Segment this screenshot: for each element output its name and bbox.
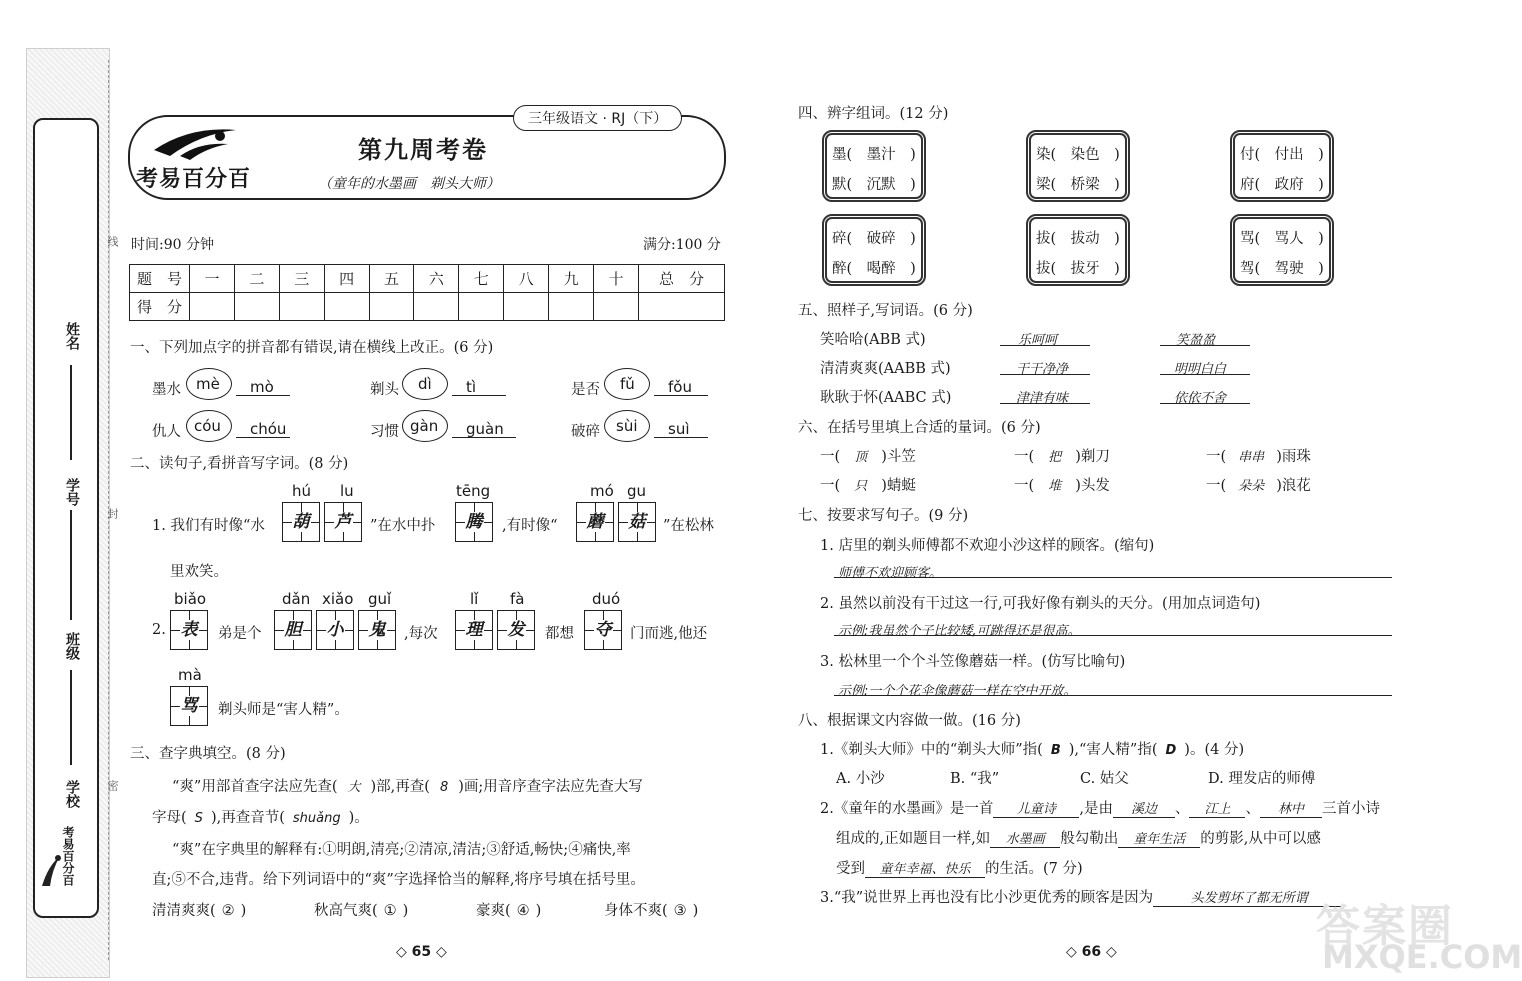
choice-option: B. “我” [950,771,1000,787]
char-box[interactable]: 理 [455,610,493,650]
sentence-question: 1. 店里的剃头师傅都不欢迎小沙这样的顾客。(缩句) [820,538,1155,554]
sentence-text: 剃头师是“害人精”。 [218,702,349,718]
score-cell: 十 [594,265,639,293]
score-table-score-row [130,293,725,321]
school-label: 学校 [64,780,80,808]
pinyin-word: 墨水 [152,382,181,398]
dict-line-1: “爽”用部首查字法应先查( 大 )部,再查( 8 )画;用音序查字法应先查大写 [172,779,643,795]
dict-line-2: 字母( S ),再查音节( shuǎng )。 [152,810,369,826]
sentence-text: ,有时像“ [502,518,558,534]
word-group-item: 驾( 驾驶 ) [1240,261,1324,277]
score-entry[interactable] [190,293,235,321]
sentence-text: 都想 [545,626,574,642]
page-subtitle: （童年的水墨画 剃头大师） [318,176,500,192]
sentence-text: 1. 我们有时像“水 [152,518,265,534]
word-answer: 津津有味 [1016,391,1069,406]
word-answer: 依依不舍 [1174,391,1227,406]
pinyin-answer: suì [668,420,690,438]
char-box[interactable]: 发 [497,610,535,650]
pinyin-hint: hú [292,482,312,500]
char-box[interactable]: 表 [170,610,208,650]
word-pattern-example: 耿耿于怀(AABC 式) [820,390,952,406]
pinyin-hint: xiǎo [322,590,354,608]
word-group-item: 染( 染色 ) [1036,147,1120,163]
char-box[interactable]: 菇 [618,502,656,542]
pinyin-answer: chóu [250,420,287,438]
dict-word-3: 豪爽( ④ ) [476,903,542,919]
pinyin-hint: lu [340,482,354,500]
section-8-heading: 八、根据课文内容做一做。(16 分) [798,713,1021,729]
pinyin-word: 是否 [571,382,600,398]
word-group-item: 墨( 墨汁 ) [832,147,916,163]
cut-mark-line: 线 [106,236,119,247]
pinyin-hint: biǎo [174,590,207,608]
section-1-heading: 一、下列加点字的拼音都有错误,请在横线上改正。(6 分) [130,340,494,356]
page-number-left: ◇ 65 ◇ [396,944,447,960]
choice-option: D. 理发店的师傅 [1208,771,1316,787]
sentence-question: 2. 虽然以前没有干过这一行,可我好像有剃头的天分。(用加点词造句) [820,596,1261,612]
word-group-item: 付( 付出 ) [1240,147,1324,163]
name-label: 姓名 [64,322,80,350]
page-title: 第九周考卷 [358,136,488,164]
section-2-heading: 二、读句子,看拼音写字词。(8 分) [130,456,349,472]
pinyin-hint: duó [592,590,621,608]
content-q1: 1.《剃头大师》中的“剃头大师”指( B ),“害人精”指( D )。(4 分) [820,742,1245,758]
char-box[interactable]: 蘑 [576,502,614,542]
word-group-item: 默( 沉默 ) [832,177,916,193]
section-3-heading: 三、查字典填空。(8 分) [130,746,286,762]
content-q3: 3.“我”说世界上再也没有比小沙更优秀的顾客是因为 头发剪坏了都无所谓 [820,886,1345,907]
name-line [70,365,72,460]
id-line [70,510,72,620]
choice-option: A. 小沙 [836,771,885,787]
char-box[interactable]: 骂 [170,686,208,726]
word-group-item: 拔( 拔牙 ) [1036,261,1120,277]
score-cell: 二 [234,265,279,293]
word-group-item: 梁( 桥梁 ) [1036,177,1120,193]
pinyin-answer: tì [466,378,477,396]
score-entry[interactable] [369,293,414,321]
sentence-answer: 示例:一个个花伞像蘑菇一样在空中开放。 [838,684,1077,699]
brand-logo-text: 考易百分百 [136,167,252,192]
content-q2-line-3: 受到 童年幸福、快乐 的生活。(7 分) [836,857,1083,878]
sentence-answer: 师傅不欢迎顾客。 [838,566,943,581]
pinyin-hint: fà [510,590,525,608]
measure-word-item: 一( 只 )蜻蜓 [820,478,916,494]
char-box[interactable]: 葫 [282,502,320,542]
char-box[interactable]: 芦 [324,502,362,542]
content-q2-line-2: 组成的,正如题目一样,如 水墨画 般勾勒出 童年生活 的剪影,从中可以感 [836,827,1321,848]
pinyin-hint: guǐ [368,590,392,608]
pinyin-wrong: dì [418,375,432,393]
answer-line [452,378,506,396]
student-id-label: 学号 [64,478,80,506]
measure-word-item: 一( 顶 )斗笠 [820,449,916,465]
content-q2-line-1: 2.《童年的水墨画》是一首 儿童诗 ,是由 溪边 、 江上 、 林中 三首小诗 [820,797,1380,818]
word-answer: 笑盈盈 [1176,333,1216,348]
score-cell: 七 [459,265,504,293]
sentence-text: 门而逃,他还 [630,626,708,642]
binding-brand: 考易百分百 [61,826,75,886]
cut-mark-seal: 封 [106,508,119,519]
pinyin-wrong: gàn [410,417,439,435]
char-box[interactable]: 鬼 [358,610,396,650]
word-answer: 干干净净 [1016,362,1069,377]
sentence-text: ,每次 [404,626,438,642]
brand-swoosh-icon [150,120,240,164]
dict-word-4: 身体不爽( ③ ) [604,903,699,919]
char-box[interactable]: 胆 [274,610,312,650]
score-entry[interactable] [549,293,594,321]
pinyin-word: 剃头 [370,382,399,398]
dict-line-3: “爽”在字典里的解释有:①明朗,清亮;②清凉,清洁;③舒适,畅快;④痛快,率 [172,842,631,858]
measure-word-item: 一( 串串 )雨珠 [1206,449,1311,465]
measure-word-item: 一( 堆 )头发 [1014,478,1110,494]
sentence-text: 弟是个 [218,626,262,642]
pinyin-wrong: fǔ [620,375,635,393]
score-entry[interactable] [324,293,369,321]
score-cell: 八 [504,265,549,293]
score-cell: 四 [324,265,369,293]
pinyin-hint: gu [627,482,647,500]
word-pattern-example: 清清爽爽(AABB 式) [820,361,951,377]
score-entry[interactable] [459,293,504,321]
word-group-item: 骂( 骂人 ) [1240,231,1324,247]
word-group-item: 拔( 拔动 ) [1036,231,1120,247]
sentence-text: 2. [152,622,166,638]
score-entry[interactable] [414,293,459,321]
score-cell: 一 [190,265,235,293]
pinyin-hint: tēng [456,482,491,500]
pinyin-hint: lǐ [470,590,479,608]
section-6-heading: 六、在括号里填上合适的量词。(6 分) [798,420,1041,436]
choice-option: C. 姑父 [1080,771,1129,787]
score-cell: 六 [414,265,459,293]
dict-word-2: 秋高气爽( ① ) [314,903,409,919]
score-cell: 九 [549,265,594,293]
page-number-right: ◇ 66 ◇ [1066,944,1117,960]
score-entry[interactable] [594,293,639,321]
dict-line-4: 直;⑤不合,违背。给下列词语中的“爽”字选择恰当的解释,将序号填在括号里。 [152,872,645,888]
pinyin-answer: mò [250,378,274,396]
pinyin-word: 破碎 [571,424,600,440]
score-cell: 得 分 [130,293,190,321]
dict-word-1: 清清爽爽( ② ) [152,903,247,919]
char-box[interactable]: 腾 [455,502,493,542]
pinyin-wrong: sùi [616,417,638,435]
sentence-text: ”在水中扑 [370,518,436,534]
score-entry[interactable] [234,293,279,321]
sentence-answer: 示例:我虽然个子比较矮,可跳得还是很高。 [838,624,1081,639]
word-pattern-example: 笑哈哈(ABB 式) [820,332,926,348]
full-score: 满分:100 分 [643,237,721,253]
sentence-text: ”在松林 [663,518,714,534]
watermark-logo: 答案圈 [1316,901,1454,952]
score-cell: 三 [279,265,324,293]
score-table [129,264,725,321]
char-box[interactable]: 夺 [584,610,622,650]
section-7-heading: 七、按要求写句子。(9 分) [798,508,969,524]
class-label: 班级 [64,632,80,660]
watermark-url: MXQE.COM [1322,938,1522,976]
pinyin-wrong: mè [196,375,220,393]
char-box[interactable]: 小 [316,610,354,650]
class-line [70,670,72,765]
score-entry[interactable] [639,293,725,321]
measure-word-item: 一( 朵朵 )浪花 [1206,478,1311,494]
score-cell: 五 [369,265,414,293]
bird-logo-icon [38,850,64,890]
pinyin-answer: fǒu [668,378,692,396]
pinyin-hint: mó [590,482,614,500]
cut-mark-secret: 密 [106,780,119,791]
pinyin-hint: mà [178,666,202,684]
score-cell: 题 号 [130,265,190,293]
measure-word-item: 一( 把 )剃刀 [1014,449,1110,465]
word-group-item: 碎( 破碎 ) [832,231,916,247]
word-answer: 明明白白 [1174,362,1227,377]
pinyin-word: 习惯 [370,424,399,440]
exam-time: 时间:90 分钟 [131,237,214,253]
pinyin-word: 仇人 [152,424,181,440]
word-answer: 乐呵呵 [1018,333,1058,348]
score-cell: 总 分 [639,265,725,293]
pinyin-hint: dǎn [282,590,311,608]
word-group-item: 醉( 喝醉 ) [832,261,916,277]
pinyin-answer: guàn [466,420,504,438]
sentence-question: 3. 松林里一个个斗笠像蘑菇一样。(仿写比喻句) [820,654,1126,670]
score-entry[interactable] [279,293,324,321]
section-4-heading: 四、辨字组词。(12 分) [798,106,949,122]
score-table-header-row [130,265,725,293]
pinyin-wrong: cóu [194,417,221,435]
sentence-text: 里欢笑。 [170,564,228,580]
word-group-item: 府( 政府 ) [1240,177,1324,193]
grade-tag: 三年级语文 · RJ（下） [513,105,682,131]
score-entry[interactable] [504,293,549,321]
section-5-heading: 五、照样子,写词语。(6 分) [798,303,973,319]
